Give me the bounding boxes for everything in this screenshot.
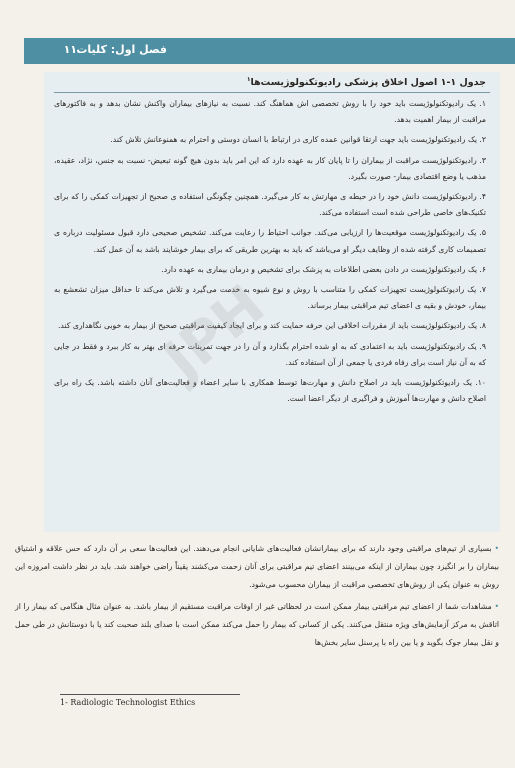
body-paragraph-text: بسیاری از تیم‌های مراقبتی وجود دارند که برای بیمارانشان فعالیت‌های شایانی انجام می‌دهند. این فعالیت‌ها سعی بر آن دارد که حس علاقه و اشتیاق بیماران را بر انگیزد چون بیماران از اینکه می‌بینند اعضای تیم مراقبتی برای آنان زحمت می‌کشند یقیناً راضی خواهند شد. باید در نظر داشت امروزه این روش به عنوان یکی از روش‌های تخصصی مراقبت از بیماران محسوب می‌شود. — [15, 544, 499, 589]
footnote-marker: ۱ — [246, 76, 251, 83]
table-item: ۱۰. یک رادیوتکنولوژیست باید در اصلاح دانش و مهارت‌ها توسط همکاری با سایر اعضاء و فعالیت‌های آنان داشته باشد. یک راه برای اصلاح دانش و مهارت‌ها آموزش و فراگیری از دیگر اعضا است. — [54, 378, 486, 404]
table-title-divider — [54, 92, 490, 93]
bullet-icon: • — [491, 544, 499, 553]
table-title-text: جدول ۱-۱ اصول اخلاق پزشکی رادیوتکنولوژیست‌ها — [250, 77, 486, 89]
table-item: ۲. یک رادیوتکنولوژیست باید جهت ارتقا قوانین عمده کاری در ارتباط با انسان دوستی و احترام به همنوعانش تلاش کند. — [110, 135, 486, 145]
body-paragraph — [15, 540, 499, 594]
table-item: ۹. یک رادیوتکنولوژیست باید به اعتمادی که به او شده احترام بگذارد و آن را در جهت تمرینات حرفه ای بهتر به کار ببرد و فقط در جایی که به آن نیاز است برای رفاه فردی یا جمعی از آن استفاده کند. — [54, 341, 486, 367]
body-paragraph-text: مشاهدات شما از اعضای تیم مراقبتی بیمار ممکن است در لحظاتی غیر از اوقات مراقبت مستقیم از بیمار باشد. به عنوان مثال هنگامی که بیمار را از اتاقش به مرکز آزمایش‌های ویژه منتقل می‌کنند. یکی از کسانی که بیمار را حمل می‌کند ممکن است با صدای بلند صحبت کند یا با دوستانش در طی حمل و نقل بیمار جوک بگوید و یا بین راه با پرسنل سایر بخش‌ها — [15, 602, 499, 647]
table-item: ۸. یک رادیوتکنولوژیست باید از مقررات اخلاقی این حرفه حمایت کند و برای ایجاد کیفیت مراقبتی صحیح از بیمار به خوبی نگاهداری کند. — [57, 321, 486, 331]
table-items — [54, 96, 486, 411]
table-title — [56, 76, 486, 88]
watermark: JPH — [151, 272, 277, 393]
table-item: ۳. رادیوتکنولوژیست مراقبت از بیماران را تا پایان کار به عهده دارد که این امر باید بدون هیچ گونه تبعیض- نسبت به جنس، نژاد، عقیده، مذهب یا وضع اقتصادی بیمار- صورت بگیرد. — [54, 155, 486, 181]
chapter-title: فصل اول: کلیات — [76, 43, 167, 56]
footnote-divider — [60, 694, 240, 695]
table-item: ۴. رادیوتکنولوژیست دانش خود را در حیطه ی مهارتش به کار می‌گیرد. همچنین چگونگی استفاده ی صحیح از تجهیزات کمکی را که برای تکنیک‌های خاصی طراحی شده است استفاده می‌کند. — [54, 192, 486, 218]
page-number: ۱۱ — [63, 43, 77, 56]
bullet-icon: • — [491, 602, 500, 611]
chapter-header-bar — [24, 38, 515, 64]
table-item: ۱. یک رادیوتکنولوژیست باید خود را با روش تخصصی اش هماهنگ کند. نسبت به نیازهای بیماران واکنش نشان بدهد و به فاکتورهای مراقبت از بیمار اهمیت بدهد. — [54, 99, 486, 125]
ethics-table — [44, 72, 500, 532]
table-item: ۵. یک رادیوتکنولوژیست موقعیت‌ها را ارزیابی می‌کند. جوانب احتیاط را رعایت می‌کند. تشخیص صحیحی دارد قبول مسئولیت درباره ی تصمیمات کاری گرفته شده از وظایف دیگر او می‌باشد که باید به بهترین طریقی که برای بیمار خوشایند باشد به آن عمل کند. — [54, 228, 486, 254]
body-paragraph — [15, 598, 499, 652]
table-item: ۶. یک رادیوتکنولوژیست در دادن بعضی اطلاعات به پزشک برای تشخیص و درمان بیماری به عهده دارد. — [161, 264, 486, 274]
table-item: ۷. یک رادیوتکنولوژیست تجهیزات کمکی را متناسب با روش و نوع شیوه به خدمت می‌گیرد و تلاش می‌کند تا حداقل میزان تشعشع به بیمار، خودش و بقیه ی اعضای تیم مراقبتی بیمار برساند. — [54, 285, 486, 311]
body-text — [15, 540, 499, 656]
footnote: 1- Radiologic Technologist Ethics — [60, 698, 196, 707]
